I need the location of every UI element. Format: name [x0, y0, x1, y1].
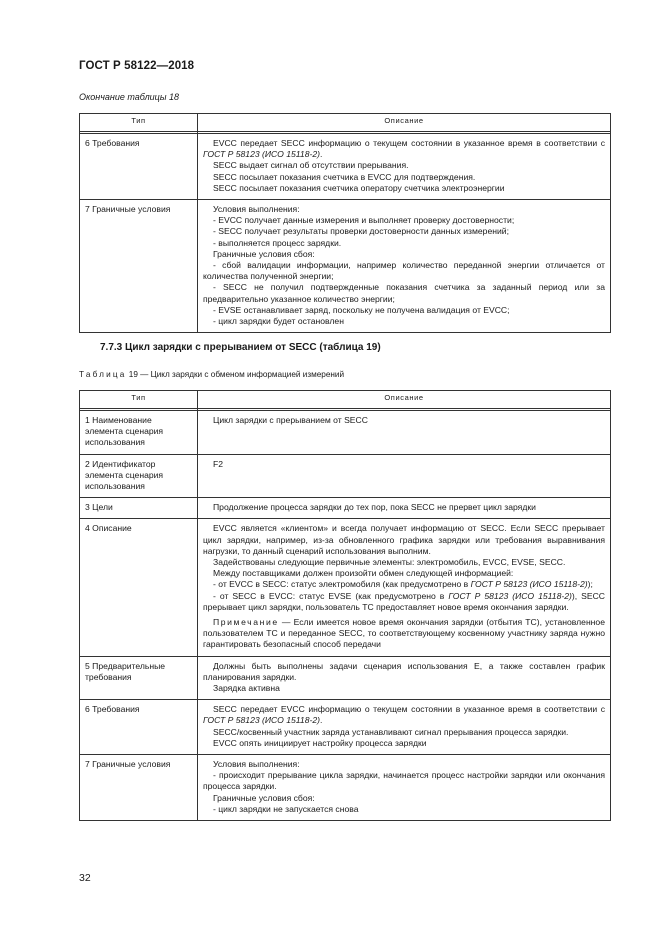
- column-header-description: Описание: [198, 114, 611, 132]
- table-row: [80, 200, 611, 333]
- description-cell: F2: [198, 454, 611, 498]
- table-row: [80, 134, 611, 200]
- note-paragraph: Примечание — Если имеется новое время окончания зарядки (отбытия ТС), установленное пользователем ТС и переданное SECC, то соответствующему косвенному участнику заряда нужно гарантировать безопасный способ передачи: [203, 617, 605, 650]
- description-cell: EVCC является «клиентом» и всегда получает информацию от SECC. Если SECC прерывает цикл зарядки, например, из-за обновленного графика зарядки или требования выравнивания нагрузки, то данный сценарий использования выполним. Задействованы следующие первичные элементы: электромобиль, EVCC, EVSE, SECC. Между поставщиками должен произойти обмен следующей информацией: - от EVCC в SECC: статус электромобиля (как предусмотрено в ГОСТ Р 58123 (ИСО 15118-2)); - от SECC в EVCC: статус EVSE (как предусмотрено в ГОСТ Р 58123 (ИСО 15118-2)), SECC прерывает цикл зарядки, пользователь ТС предоставляет новое время окончания зарядки. Примечание — Если имеется новое время окончания зарядки (отбытия ТС), установленное пользователем ТС и переданное SECC, то соответствующему косвенному участнику заряда нужно гарантировать безопасный способ передачи: [198, 519, 611, 656]
- type-cell: 5 Предварительные требования: [80, 656, 198, 700]
- description-cell: Продолжение процесса зарядки до тех пор, пока SECC не прервет цикл зарядки: [198, 498, 611, 519]
- table-19: [79, 390, 611, 821]
- table-18-end: [79, 113, 611, 333]
- type-cell: 7 Граничные условия: [80, 755, 198, 821]
- type-cell: 6 Требования: [80, 700, 198, 755]
- table-row: [80, 411, 611, 455]
- table-row: [80, 498, 611, 519]
- table-row: [80, 656, 611, 700]
- table-19-caption: Таблица 19 — Цикл зарядки с обменом информацией измерений: [79, 370, 345, 379]
- table-row: [80, 700, 611, 755]
- description-cell: Условия выполнения: - происходит прерывание цикла зарядки, начинается процесс настройки зарядки или окончания процесса зарядки. Граничные условия сбоя: - цикл зарядки не запускается снова: [198, 755, 611, 821]
- description-cell: Условия выполнения: - EVCC получает данные измерения и выполняет проверку достоверности; - SECC получает результаты проверки достоверности данных измерений; - выполняется процесс зарядки. Граничные условия сбоя: - сбой валидации информации, например количество переданной энергии отличается от количества полученной энергии; - SECC не получил подтвержденные показания счетчика за заданный период или за предварительно указанное количество энергии; - EVSE останавливает заряд, поскольку не получена валидация от EVCC; - цикл зарядки будет остановлен: [198, 200, 611, 333]
- column-header-description: Описание: [198, 391, 611, 409]
- table-row: [80, 755, 611, 821]
- table-header-row: [80, 114, 611, 132]
- column-header-type: Тип: [80, 114, 198, 132]
- type-cell: 3 Цели: [80, 498, 198, 519]
- type-cell: 7 Граничные условия: [80, 200, 198, 333]
- description-cell: Цикл зарядки с прерыванием от SECC: [198, 411, 611, 455]
- document-standard-header: ГОСТ Р 58122—2018: [79, 60, 195, 72]
- table-row: [80, 519, 611, 656]
- table-row: [80, 454, 611, 498]
- table-header-row: [80, 391, 611, 409]
- type-cell: 1 Наименование элемента сценария использования: [80, 411, 198, 455]
- type-cell: 4 Описание: [80, 519, 198, 656]
- description-cell: Должны быть выполнены задачи сценария использования E, а также составлен график планирования зарядки. Зарядка активна: [198, 656, 611, 700]
- description-cell: EVCC передает SECC информацию о текущем состоянии в указанное время в соответствии с ГОСТ Р 58123 (ИСО 15118-2). SECC выдает сигнал об отсутствии прерывания. SECC посылает показания счетчика в EVCC для подтверждения. SECC посылает показания счетчика оператору счетчика электроэнергии: [198, 134, 611, 200]
- page-number: 32: [79, 872, 91, 884]
- column-header-type: Тип: [80, 391, 198, 409]
- type-cell: 6 Требования: [80, 134, 198, 200]
- description-cell: SECC передает EVCC информацию о текущем состоянии в указанное время в соответствии с ГОСТ Р 58123 (ИСО 15118-2). SECC/косвенный участник заряда устанавливают сигнал прерывания процесса зарядки. EVCC опять инициирует настройку процесса зарядки: [198, 700, 611, 755]
- table-18-caption: Окончание таблицы 18: [79, 92, 179, 102]
- section-heading: 7.7.3 Цикл зарядки с прерыванием от SECC (таблица 19): [100, 342, 381, 353]
- type-cell: 2 Идентификатор элемента сценария использования: [80, 454, 198, 498]
